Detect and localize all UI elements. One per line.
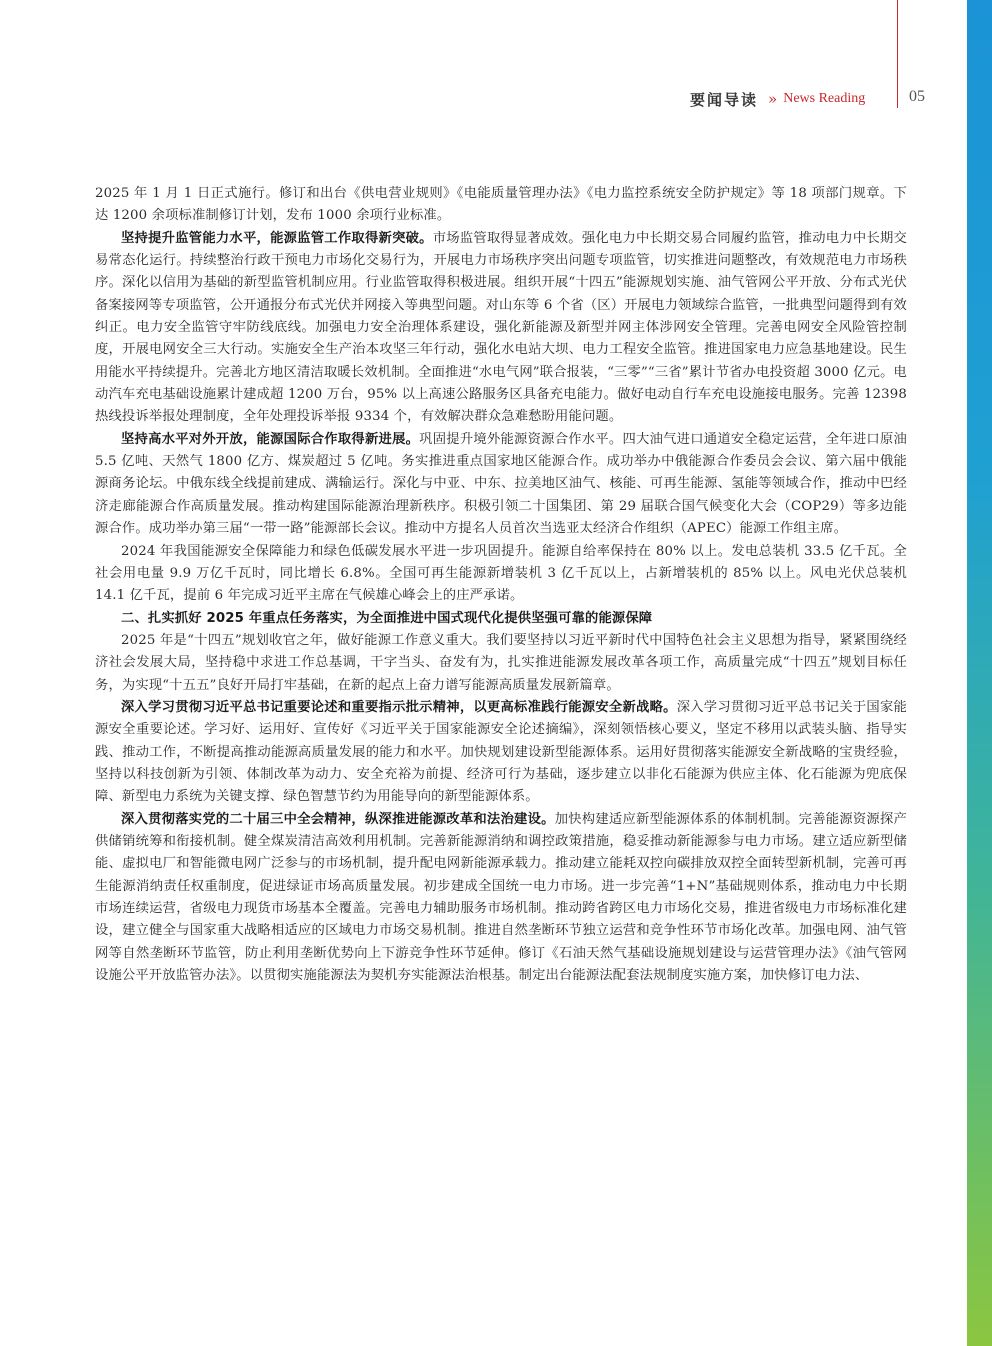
paragraph [95, 541, 907, 608]
paragraph-text: 巩固提升境外能源资源合作水平。四大油气进口通道安全稳定运营，全年进口原油 5.5 亿吨、天然气 1800 亿方、煤炭超过 5 亿吨。务实推进重点国家地区能源合作。成功举办中俄能源合作委员会会议、第六届中俄能源商务论坛。中俄东线全线提前建成、满输运行。深化与中亚、中东、拉美地区油气、核能、可再生能源、氢能等领域合作，推动中巴经济走廊能源合作高质量发展。推动构建国际能源治理新秩序。积极引领二十国集团、第 29 届联合国气候变化大会（COP29）等多边能源合作。成功举办第三届“一带一路”能源部长会议。推动中方提名人员首次当选亚太经济合作组织（APEC）能源工作组主席。 [95, 431, 907, 537]
page-number: 05 [909, 88, 925, 105]
paragraph-text: 2024 年我国能源安全保障能力和绿色低碳发展水平进一步巩固提升。能源自给率保持在 80% 以上。发电总装机 33.5 亿千瓦。全社会用电量 9.9 万亿千瓦时，同比增长 6.8%。全国可再生能源新增装机 3 亿千瓦以上，占新增装机的 85% 以上。风电光伏总装机 14.1 亿千瓦，提前 6 年完成习近平主席在气候雄心峰会上的庄严承诺。 [95, 543, 907, 604]
double-chevron-icon: » [768, 90, 778, 108]
paragraph-lead: 深入学习贯彻习近平总书记重要论述和重要指示批示精神，以更高标准践行能源安全新战略。 [121, 699, 677, 715]
paragraph-lead: 坚持高水平对外开放，能源国际合作取得新进展。 [121, 431, 420, 447]
paragraph-lead: 坚持提升监管能力水平，能源监管工作取得新突破。 [121, 230, 433, 246]
paragraph [95, 228, 907, 429]
paragraph [95, 697, 907, 809]
side-color-bar [967, 0, 992, 1346]
paragraph [95, 429, 907, 541]
paragraph [95, 183, 907, 228]
paragraph-text: 加快构建适应新型能源体系的体制机制。完善能源资源探产供储销统筹和衔接机制。健全煤炭清洁高效利用机制。完善新能源消纳和调控政策措施，稳妥推动新能源参与电力市场。建立适应新型储能、虚拟电厂和智能微电网广泛参与的市场机制，提升配电网新能源承载力。推动建立能耗双控向碳排放双控全面转型新机制，完善可再生能源消纳责任权重制度，促进绿证市场高质量发展。初步建成全国统一电力市场。进一步完善“1+N”基础规则体系，推动电力中长期市场连续运营，省级电力现货市场基本全覆盖。完善电力辅助服务市场机制。推动跨省跨区电力市场化交易，推进省级电力市场标准化建设，建立健全与国家重大战略相适应的区域电力市场交易机制。推进自然垄断环节独立运营和竞争性环节市场化改革。加强电网、油气管网等自然垄断环节监管，防止利用垄断优势向上下游竞争性环节延伸。修订《石油天然气基础设施规划建设与运营管理办法》《油气管网设施公平开放监管办法》。以贯彻实施能源法为契机夯实能源法治根基。制定出台能源法配套法规制度实施方案，加快修订电力法、 [95, 811, 907, 984]
paragraph-text: 2025 年是“十四五”规划收官之年，做好能源工作意义重大。我们要坚持以习近平新时代中国特色社会主义思想为指导，紧紧围绕经济社会发展大局，坚持稳中求进工作总基调，干字当头、奋发有为，扎实推进能源发展改革各项工作，高质量完成“十四五”规划目标任务，为实现“十五五”良好开局打牢基础，在新的起点上奋力谱写能源高质量发展新篇章。 [95, 632, 907, 693]
paragraph-text: 深入学习贯彻习近平总书记关于国家能源安全重要论述。学习好、运用好、宣传好《习近平关于国家能源安全论述摘编》，深刻领悟核心要义，坚定不移用以武装头脑、指导实践、推动工作，不断提高推动能源高质量发展的能力和水平。加快规划建设新型能源体系。运用好贯彻落实能源安全新战略的宝贵经验，坚持以科技创新为引领、体制改革为动力、安全充裕为前提、经济可行为基础，逐步建立以非化石能源为供应主体、化石能源为兜底保障、新型电力系统为关键支撑、绿色智慧节约为用能导向的新型能源体系。 [95, 699, 907, 805]
section-title: 要闻导读 [690, 90, 759, 109]
article-body [95, 183, 907, 987]
paragraph [95, 630, 907, 697]
paragraph-text: 2025 年 1 月 1 日正式施行。修订和出台《供电营业规则》《电能质量管理办法》《电力监控系统安全防护规定》等 18 项部门规章。下达 1200 余项标准制修订计划，发布 1000 余项行业标准。 [95, 186, 907, 224]
section-heading: 二、扎实抓好 2025 年重点任务落实，为全面推进中国式现代化提供坚强可靠的能源保障 [121, 610, 653, 626]
paragraph [95, 809, 907, 988]
paragraph-lead: 深入贯彻落实党的二十届三中全会精神，纵深推进能源改革和法治建设。 [121, 811, 555, 827]
running-header [690, 88, 925, 110]
header-divider [897, 0, 898, 108]
paragraph-text: 市场监管取得显著成效。强化电力中长期交易合同履约监管，推动电力中长期交易常态化运行。持续整治行政干预电力市场化交易行为，开展电力市场秩序突出问题专项监管，切实推进问题整改，有效规范电力市场秩序。深化以信用为基础的新型监管机制应用。行业监管取得积极进展。组织开展“十四五”能源规划实施、油气管网公平开放、分布式光伏备案接网等专项监管，公开通报分布式光伏并网接入等典型问题。对山东等 6 个省（区）开展电力领域综合监管，一批典型问题得到有效纠正。电力安全监管守牢防线底线。加强电力安全治理体系建设，强化新能源及新型并网主体涉网安全管理。完善电网安全风险管控制度，开展电网安全三大行动。实施安全生产治本攻坚三年行动，强化水电站大坝、电力工程安全监管。推进国家电力应急基地建设。民生用能水平持续提升。完善北方地区清洁取暖长效机制。全面推进“水电气网”联合报装，“三零”“三省”累计节省办电投资超 3000 亿元。电动汽车充电基础设施累计建成超 1200 万台，95% 以上高速公路服务区具备充电能力。做好电动自行车充电设施接电服务。完善 12398 热线投诉举报处理制度，全年处理投诉举报 9334 个，有效解决群众急难愁盼用能问题。 [95, 230, 907, 425]
section-title-en: News Reading [783, 91, 866, 106]
